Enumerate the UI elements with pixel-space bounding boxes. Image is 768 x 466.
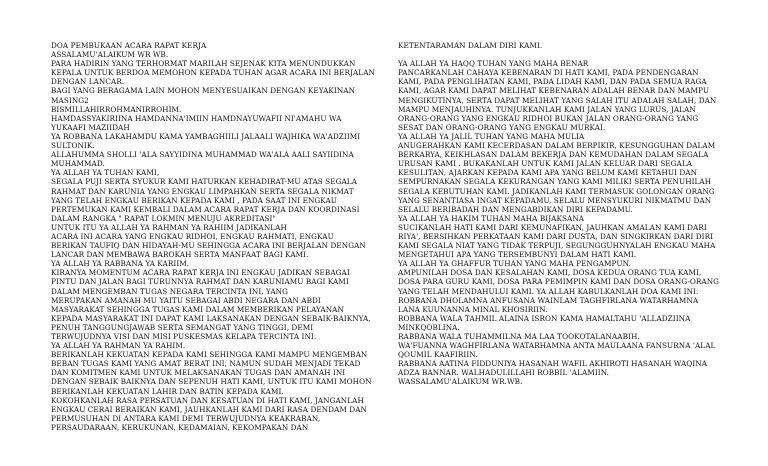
right-text-line: BERKARYA, KEIKHLASAN DALAM BEKERJA DAN KEMUDAHAN DALAM SEGALA [398,150,709,160]
right-text-line: RIYA', BERSIHKAN PERKATAAN KAMI DARI DUSTA, DAN SINGKIRKAN DARI DIRI [398,231,714,241]
left-text-line: LANCAR DAN MEMBAWA BAROKAH SERTA MANFAAT BAGI KAMI. [51,250,309,260]
right-text-line: YA ALLAH YA GHAFFUR TUHAN YANG MAHA PENGAMPUN. [398,259,631,269]
right-text-line: QOUMIL KAAFIRIIN. [398,350,478,360]
left-text-line: MASYARAKAT SEHINGGA TUGAS KAMI DALAM MEMBERIKAN PELAYANAN [51,304,344,314]
right-text-line: PANCARKANLAH CAHAYA KEBENARAN DI HATI KAMI, PADA PENDENGARAN [398,68,699,78]
left-text-line: HAMDASSYAKIRIINA HAMDANNA'IMIIN HAMDNAYUWAFII NI'AMAHU WA [51,113,342,123]
left-text-line: PERMUSUHAN DI ANTARA KAMI DEMI TERWUJUDNYA KEAKRABAN, [51,413,321,423]
right-text-line: SESAT DAN ORANG-ORANG YANG ENGKAU MURKAI. [398,122,606,132]
right-text-line: URUSAN KAMI . BUKAKANLAH UNTUK KAMI JALAN KELUAR DARI SEGALA [398,159,693,169]
right-text-line: MAMPU MENJAUHINYA. TUNJUKKANLAH KAMI JALAN YANG LURUS, JALAN [398,104,696,114]
right-text-line: RABBANA AATINA FIDDUNIYA HASANAH WAFIL AKHIROTI HASANAH WAQINA [398,359,708,369]
left-text-line: SULTONIK. [51,141,95,151]
left-text-line: PARA HADIRIN YANG TERHORMAT MARILAH SEJENAK KITA MENUNDUKKAN [51,59,356,69]
right-text-line: YA ALLAH YA HAQQ TUHAN YANG MAHA BENAR [398,59,589,69]
left-text-line: MUHAMMAD. [51,159,105,169]
right-text-line: ROBBANA WALA TAHMIL ALAINA ISRON KAMA HAMALTAHU 'ALLADZIINA [398,313,691,323]
right-text-line: MINKQOBLINA. [398,322,460,332]
left-text-line: ACARA INI ACARA YANG ENGKAU RIDHOI, ENGKAU RAHMATI, ENGKAU [51,231,334,241]
left-text-line: DOA PEMBUKAAN ACARA RAPAT KERJA [51,41,207,50]
right-text-line: ORANG-ORANG YANG ENGKAU RIDHOI BUKAN JALAN ORANG-ORANG YANG [398,113,699,123]
right-text-line: KESULITAN, AJARKAN KEPADA KAMI APA YANG BELUM KAMI KETAHUI DAN [398,168,698,178]
left-text-line: DALAM MENGEMBAN TUGAS NEGARA TERCINTA INI, YANG [51,286,288,296]
right-text-line: YA ALLAH YA HAKIM TUHAN MAHA BIJAKSANA [398,213,585,223]
left-text-line: BISMILLAHIRROHMANIRROHIM. [51,104,182,114]
right-text-line [398,50,734,59]
right-text-line: AMPUNILAH DOSA DAN KESALAHAN KAMI, DOSA KEDUA ORANG TUA KAMI, [398,268,702,278]
right-text-line: KAMI, AGAR KAMI DAPAT MELIHAT KEBENARAN ADALAH BENAR DAN MAMPU [398,86,710,96]
left-text-line: ENGKAU CERAI BERAIKAN KAMI, JAUHKANLAH KAMI DARI RASA DENDAM DAN [51,404,367,414]
left-text-line: MERUPAKAN AMANAH MU YAITU SEBAGAI ABDI NEGARA DAN ABDI [51,295,321,305]
left-text-line: KIRANYA MOMENTUM ACARA RAPAT KERJA INI ENGKAU JADIKAN SEBAGAI [51,268,350,278]
left-text-line: BEBAN TUGAS KAMI YANG AMAT BERAT INI, NAMUN SUDAH MENJADI TEKAD [51,359,361,369]
left-text-line: YA ALLAH YA RAHMAN YA RAHIM. [51,341,186,351]
right-text-line: ROBBANA DHOLAMNA ANFUSANA WAINLAM TAGHFIRLANA WATARHAMNA [398,295,699,305]
right-text-line: SEGALA KEBUTUHAN KAMI. JADIKANLAH KAMI TERMASUK GOLONGAN ORANG [398,186,715,196]
left-text-line: PERTEMUKAN KAMI KEMBALI DALAM ACARA RAPAT KERJA DAN KOORDINASI [51,204,360,214]
left-text-line: KEPADA MASYARAKAT INI DAPAT KAMI LAKSANAKAN DENGAN SEBAIK-BAIKNYA, [51,313,371,323]
right-text-line: SEMPURNAKAN SEGALA KEKURANGAN YANG KAMI MILIKI SERTA PENUHILAH [398,177,712,187]
right-text-line: KAMI, PADA PENGLIHATAN KAMI, PADA LIDAH KAMI, DAN PADA SEMUA RAGA [398,77,707,87]
left-text-line: YA ROBBANA LAKAHAMDU KAMA YAMBAGHIILI JALAALI WAJHIKA WA'ADZIIMI [51,131,361,141]
right-text-line: KETENTARAMAN DALAM DIRI KAMI. [398,41,543,50]
right-text-line: ADZA BANNAR. WALHADULILLAHI ROBBIL 'ALAMIIN. [398,368,610,378]
right-text-line: YA ALLAH YA JALIL TUHAN YANG MAHA MULIA [398,131,585,141]
left-text-line: KEPALA UNTUK BERDOA MEMOHON KEPADA TUHAN AGAR ACARA INI BERJALAN [51,68,375,78]
right-text-line: MENGIKUTINYA, SERTA DAPAT MELIHAT YANG SALAH ITU ADALAH SALAH, DAN [398,95,717,105]
left-text-line: PERSAUDARAAN, KERUKUNAN, KEDAMAIAN, KEKOMPAKAN DAN [51,422,309,432]
left-text-line: YUKAAFI MAZIIDAH [51,122,130,132]
right-text-line: SELALU BERIBADAH DAN MENGABDIKAN DIRI KEPADAMU. [398,204,633,214]
left-text-line: PINTU DAN JALAN BAGI TURUNNYA RAHMAT DAN KARUNIAMU BAGI KAMI [51,277,349,287]
left-text-column [51,41,387,432]
right-text-line: WASSALAMU'ALAIKUM WR.WB. [398,377,523,387]
right-text-line: RABBANA WALA TUHAMMILNA MA LAA TOOKOTALANAABIH. [398,332,640,341]
right-text-line: ANUGERAHKAN KAMI KECERDASAN DALAM BERPIKIR, KESUNGGUHAN DALAM [398,141,716,151]
left-text-line: ALLAHUMMA SHOLLI 'ALA SAYYIDINA MUHAMMAD WA'ALA AALI SAYIIDINA [51,150,354,160]
left-text-line: BERIKAN TAUFIQ DAN HIDAYAH-MU SEHINGGA ACARA INI BERJALAN DENGAN [51,241,366,251]
left-text-line: SEGALA PUJI SERTA SYUKUR KAMI HATURKAN KEHADIRAT-MU ATAS SEGALA [51,177,358,187]
right-text-line: SUCIKANLAH HATI KAMI DARI KEMUNAFIKAN, JAUHKAN AMALAN KAMI DARI [398,222,707,232]
left-text-line: DALAM RANGKA " RAPAT LOKMIN MENUJU AKREDITASI" [51,213,276,223]
left-text-line: DENGAN SEBAIK BAIKNYA DAN SEPENUH HATI KAMI, UNTUK ITU KAMI MOHON [51,377,372,387]
left-text-line: YA ALLAH YA TUHAN KAMI, [51,168,160,178]
left-text-line: RAHMAT DAN KARUNIA YANG ENGKAU LIMPAHKAN SERTA SEGALA NIKMAT [51,186,354,196]
right-text-line: YANG TELAH MENDAHULUI KAMI. YA ALLAH KABULKANLAH DOA KAMI INI. [398,286,699,296]
left-text-line: DENGAN LANCAR. [51,77,125,87]
left-text-line: KOKOHKANLAH RASA PERSATUAN DAN KESATUAN DI HATI KAMI, JANGANLAH [51,395,364,405]
left-text-line: DAN KOMITMEN KAMI UNTUK MELAKSANAKAN TUGAS DAN AMANAH INI [51,368,346,378]
left-text-line: BAGI YANG BERAGAMA LAIN MOHON MENYESUAIKAN DENGAN KEYAKINAN [51,86,356,96]
right-text-line: DOSA PARA GURU KAMI, DOSA PARA PEMIMPIN KAMI DAN DOSA ORANG-ORANG [398,277,720,287]
right-text-line: YANG SENANTIASA INGAT KEPADAMU, SELALU MENSYUKURI NIKMATMU DAN [398,195,712,205]
left-text-line: YA ALLAH YA RABBANA YA KARIIM. [51,259,190,269]
left-text-line: BERIKANLAH KEKUATAN LAHIR DAN BATIN KEPADA KAMI. [51,386,284,396]
left-text-line: TERWUJUDNYA VISI DAN MISI PUSKESMAS KELAPA TERCINTA INI. [51,332,317,341]
right-text-column [398,41,734,387]
left-text-line: MASING2 [51,95,89,105]
left-text-line: UNTUK ITU YA ALLAH YA RAHMAN YA RAHIIM JADIKANLAH [51,222,287,232]
right-text-line: MENGETAHUI APA YANG TERSEMBUNYI DALAM HATI KAMI. [398,250,637,260]
right-text-line: WA'FUANNA WAGHFIRLANA WATARHAMNA ANTA MAULAANA FANSURNA 'ALAL [398,341,716,351]
left-text-line: ASSALAMU'ALAIKUM WR WB. [51,50,169,60]
left-text-line: BERIKANLAH KEKUATAN KEPADA KAMI SEHINGGA KAMI MAMPU MENGEMBAN [51,350,368,360]
right-text-line: KAMI SEGALA NIAT YANG TIDAK TERPUJI, SEGUNGGUHNYALAH ENGKAU MAHA [398,241,716,251]
right-text-line: LANA KUUNANNA MINAL KHOSIRIIN. [398,304,548,314]
left-text-line: YANG TELAH ENGKAU BERIKAN KEPADA KAMI , PADA SAAT INI ENGKAU [51,195,337,205]
left-text-line: PENUH TANGGUNGJAWAB SERTA SEMANGAT YANG TINGGI, DEMI [51,322,314,332]
